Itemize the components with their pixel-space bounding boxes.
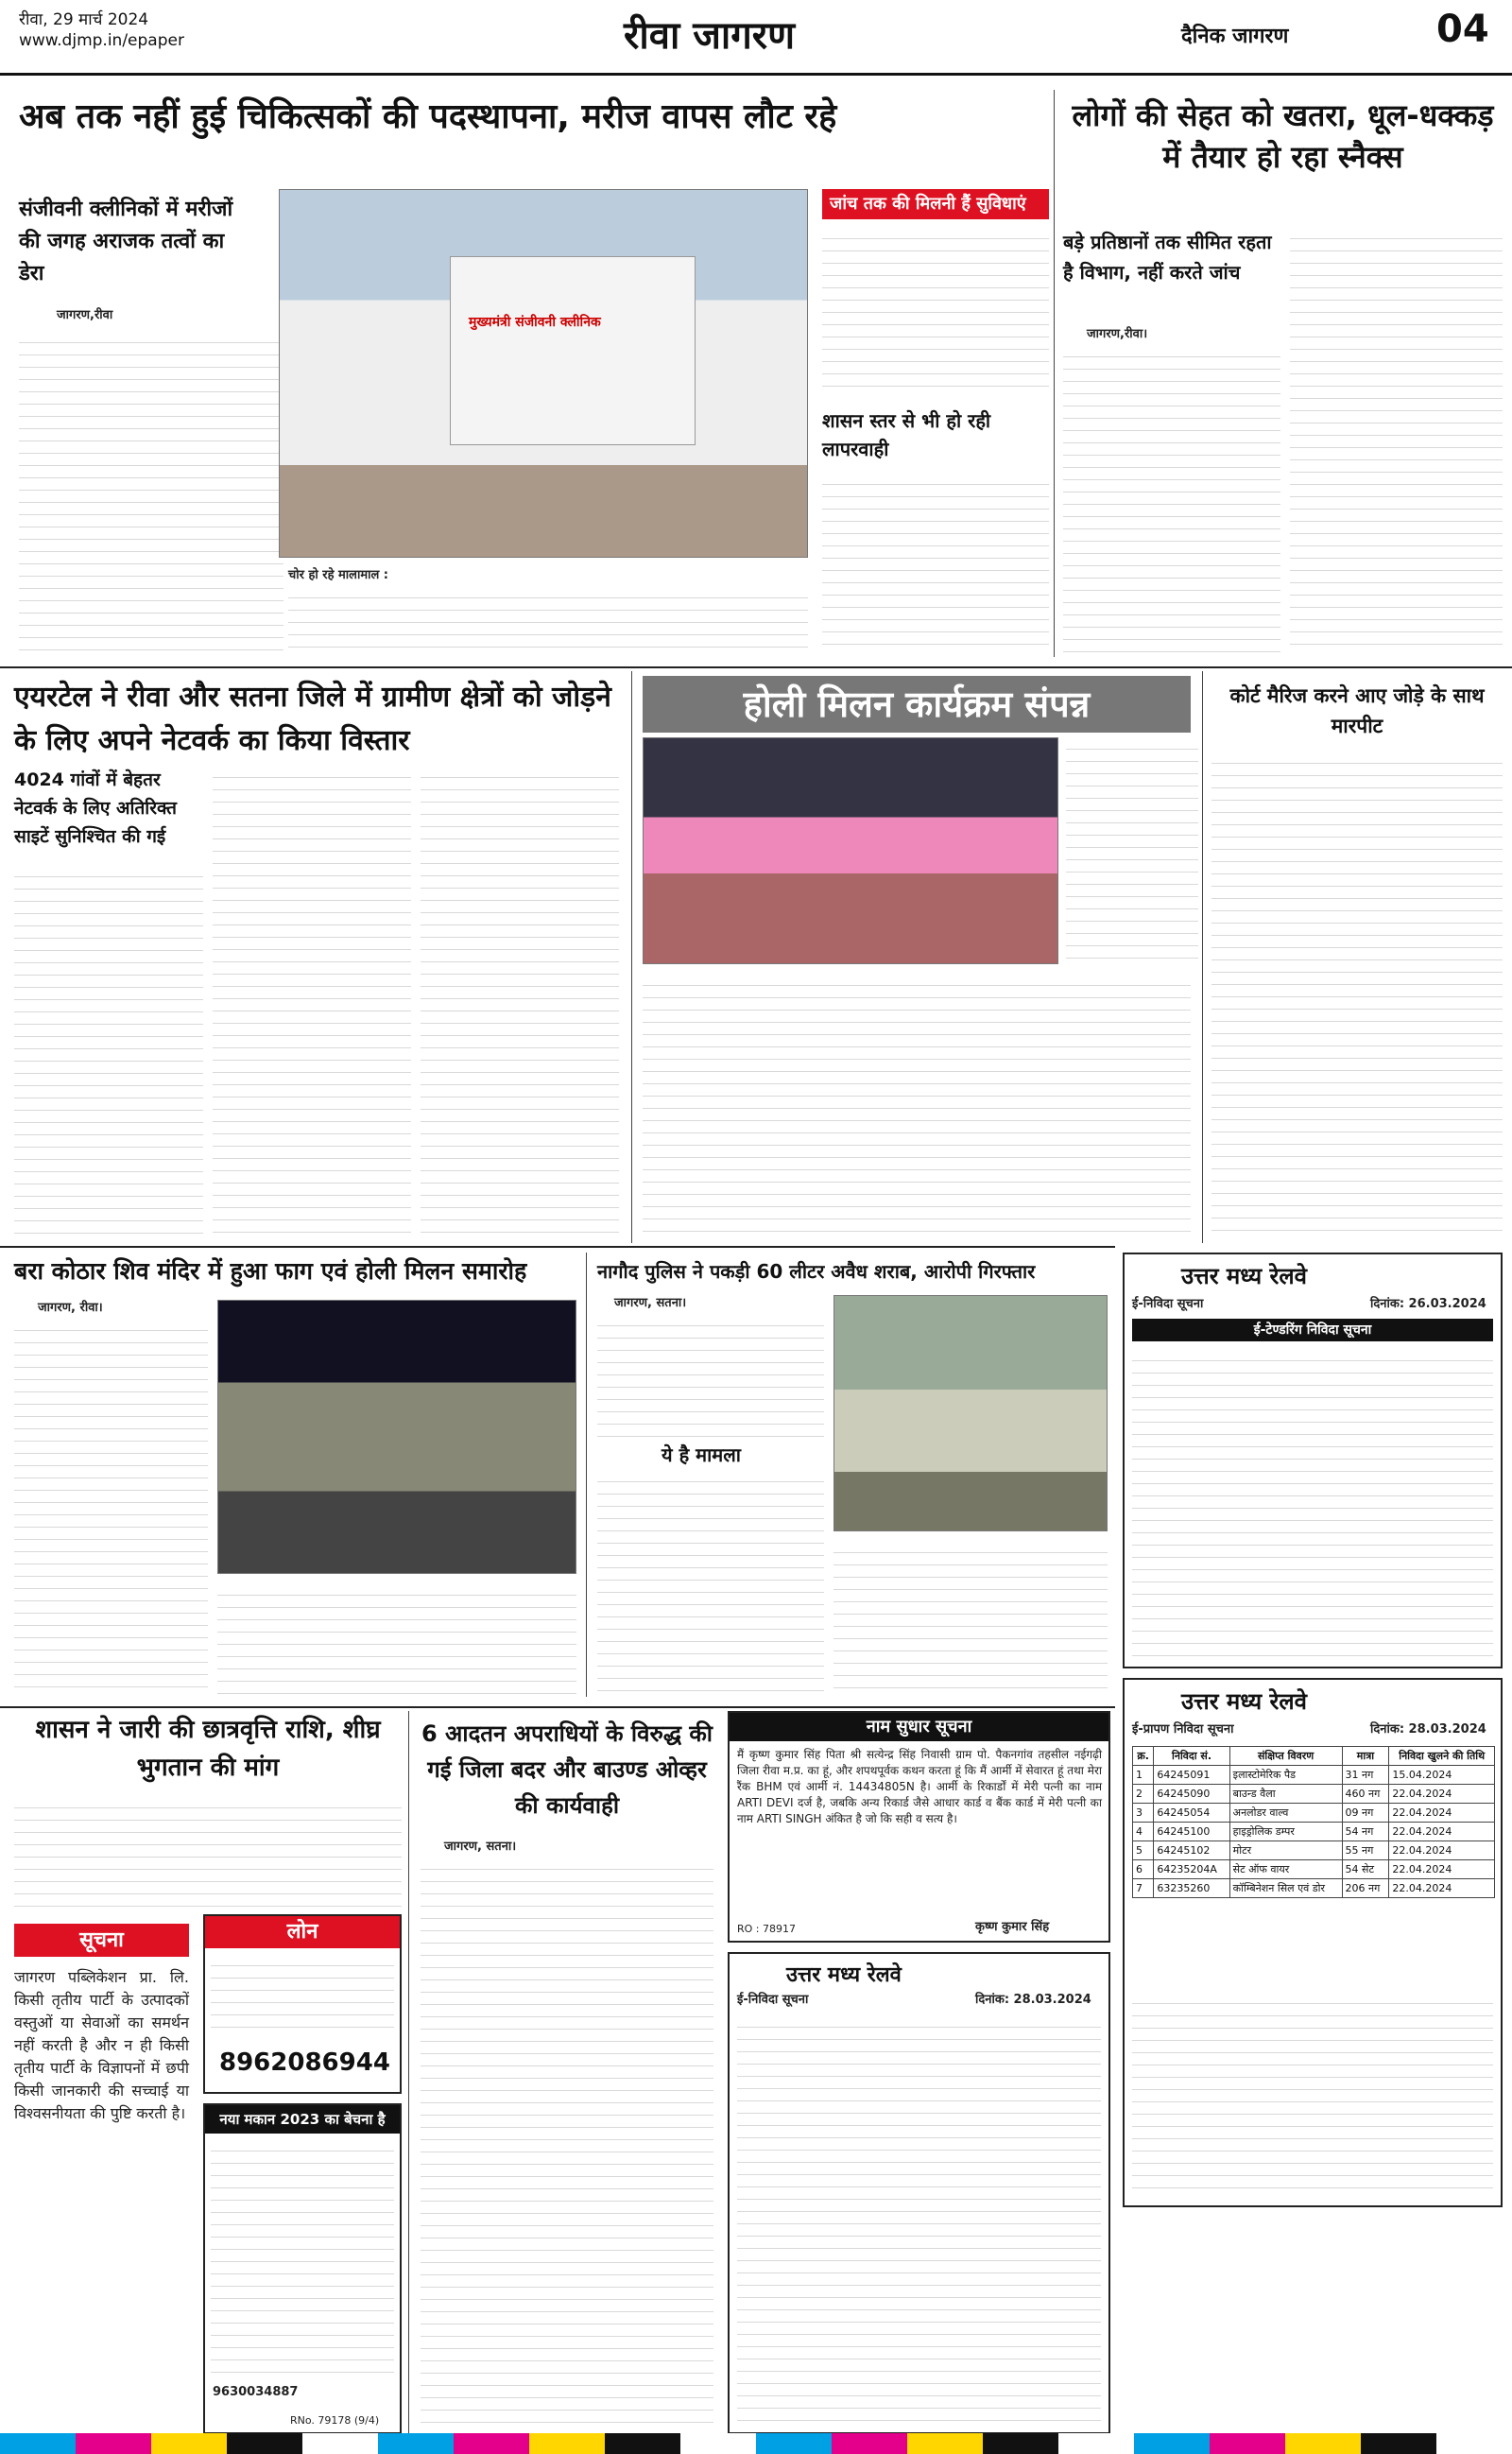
- table-cell: 55 नग: [1342, 1841, 1389, 1860]
- story8-headline: शासन ने जारी की छात्रवृत्ति राशि, शीघ्र भुगतान की मांग: [35, 1716, 381, 1782]
- house-ro: RNo. 79178 (9/4): [290, 2414, 380, 2427]
- table-cell: 206 नग: [1342, 1879, 1389, 1898]
- house-ad: [203, 2103, 402, 2434]
- rail3-body: [737, 2015, 1101, 2427]
- table-cell: 64245054: [1154, 1804, 1229, 1823]
- story2-headline: लोगों की सेहत को खतरा, धूल-धक्कड़ में तैयार हो रहा स्नैक्स: [1072, 97, 1494, 175]
- rail3-tender: [728, 1952, 1110, 2434]
- table-cell: 64245091: [1154, 1766, 1229, 1785]
- story8-body: [14, 1796, 402, 1910]
- story3-headline: एयरटेल ने रीवा और सतना जिले में ग्रामीण क्षेत्रों को जोड़ने के लिए अपने नेटवर्क का किया विस्तार: [14, 681, 611, 757]
- table-cell: 5: [1133, 1841, 1154, 1860]
- table-cell: 15.04.2024: [1389, 1766, 1495, 1785]
- story9-byline: जागरण, सतना।: [444, 1840, 517, 1854]
- rail3-date: दिनांक: 28.03.2024: [975, 1993, 1091, 2007]
- rail2-date: दिनांक: 28.03.2024: [1370, 1722, 1486, 1737]
- story4-body2: [643, 974, 1191, 1238]
- story6-byline: जागरण, रीवा।: [38, 1301, 103, 1315]
- notice-title: नाम सुधार सूचना: [730, 1713, 1108, 1741]
- rail2-table-wrap: [1132, 1746, 1495, 1898]
- rail2-col-3: मात्रा: [1342, 1747, 1389, 1766]
- story1-headline: अब तक नहीं हुई चिकित्सकों की पदस्थापना, मरीज वापस लौट रहे: [19, 97, 837, 136]
- table-cell: मोटर: [1229, 1841, 1342, 1860]
- table-cell: 4: [1133, 1823, 1154, 1841]
- rail3-sub: ई-निविदा सूचना: [737, 1993, 809, 2007]
- story9-body: [421, 1858, 713, 2434]
- story7-byline: जागरण, सतना।: [614, 1296, 687, 1310]
- clinic-sign: मुख्यमंत्री संजीवनी क्लीनिक: [469, 315, 601, 330]
- story1-sidebar-sub: शासन स्तर से भी हो रही लापरवाही: [822, 409, 991, 460]
- story1-sidebar-body2: [822, 473, 1049, 652]
- table-cell: 22.04.2024: [1389, 1841, 1495, 1860]
- story4-headline: होली मिलन कार्यक्रम संपन्न: [643, 676, 1191, 733]
- notice-body: मैं कृष्ण कुमार सिंह पिता श्री सत्येन्द्र सिंह निवासी ग्राम पो. पैकनगांव तहसील नईगढ़ी जिला रीवा म.प्र. का हूं, और शपथपूर्वक कथन करता हूं कि मैं आर्मी में सेवारत हूं तथा मेरा रैंक BHM एवं आर्मी नं. 14434805N है। आर्मी के रिकार्डों में मेरी पत्नी का नाम ARTI DEVI दर्ज है, जबकि अन्य रिकार्ड जैसे आधार कार्ड व बैंक कार्ड में मेरी पत्नी का नाम ARTI SINGH अंकित है जो कि सही व सत्य है।: [737, 1748, 1102, 1825]
- page-number: 04: [1436, 8, 1489, 51]
- rail1-body: [1132, 1349, 1493, 1661]
- loan-phone[interactable]: 8962086944: [219, 2048, 390, 2077]
- story6-body2: [217, 1583, 576, 1697]
- story4-body: [1066, 737, 1198, 964]
- table-cell: 460 नग: [1342, 1785, 1389, 1804]
- story1-body2: [288, 586, 808, 652]
- story1-sidebar-body: [822, 227, 1049, 397]
- rail1-label: ई-टेण्डरिंग निविदा सूचना: [1132, 1319, 1493, 1341]
- masthead-brand: दैनिक जागरण: [1181, 25, 1289, 48]
- house-phone[interactable]: 9630034887: [213, 2385, 299, 2399]
- clinic-photo: [279, 189, 808, 558]
- loan-ad: [203, 1914, 402, 2094]
- table-cell: 31 नग: [1342, 1766, 1389, 1785]
- story5-headline: कोर्ट मैरिज करने आए जोड़े के साथ मारपीट: [1229, 684, 1485, 737]
- rail3-title: उत्तर मध्य रेलवे: [786, 1963, 902, 1987]
- story7-headline: नागौद पुलिस ने पकड़ी 60 लीटर अवैध शराब, आरोपी गिरफ्तार: [597, 1260, 1036, 1283]
- story1-sidebar-head: जांच तक की मिलनी हैं सुविधाएं: [822, 189, 1049, 219]
- story1-body: [19, 331, 284, 652]
- table-row: [1133, 1804, 1495, 1823]
- loan-title: लोन: [205, 1916, 400, 1948]
- rail1-sub: ई-निविदा सूचना: [1132, 1297, 1204, 1311]
- table-cell: 22.04.2024: [1389, 1785, 1495, 1804]
- story6-body: [14, 1319, 208, 1697]
- print-color-bar: [0, 2433, 1512, 2454]
- story5-body: [1211, 752, 1503, 1238]
- table-row: [1133, 1785, 1495, 1804]
- notice-ro: RO : 78917: [737, 1923, 796, 1935]
- table-cell: 2: [1133, 1785, 1154, 1804]
- table-row: [1133, 1879, 1495, 1898]
- story1-caption: चोर हो रहे मालामाल :: [288, 568, 389, 582]
- story7-body2: [597, 1470, 824, 1697]
- story7-subhead: ये है मामला: [662, 1443, 741, 1466]
- masthead-date: रीवा, 29 मार्च 2024 www.djmp.in/epaper: [19, 10, 184, 50]
- notice-sign: कृष्ण कुमार सिंह: [975, 1920, 1050, 1934]
- police-photo: [833, 1295, 1108, 1531]
- table-cell: सेट ऑफ वायर: [1229, 1860, 1342, 1879]
- table-cell: 09 नग: [1342, 1804, 1389, 1823]
- masthead-title: रीवा जागरण: [624, 13, 796, 58]
- table-row: [1133, 1860, 1495, 1879]
- table-cell: 63235260: [1154, 1879, 1229, 1898]
- rail2-col-1: निविदा सं.: [1154, 1747, 1229, 1766]
- story2-byline: जागरण,रीवा।: [1087, 327, 1148, 341]
- table-cell: 1: [1133, 1766, 1154, 1785]
- suchna-title: सूचना: [14, 1924, 189, 1957]
- table-row: [1133, 1766, 1495, 1785]
- story7-body: [597, 1314, 824, 1437]
- story2-subhead: बड़े प्रतिष्ठानों तक सीमित रहता है विभाग, नहीं करते जांच: [1063, 231, 1272, 284]
- story2-body: [1063, 345, 1280, 652]
- temple-photo: [217, 1300, 576, 1574]
- table-cell: 22.04.2024: [1389, 1879, 1495, 1898]
- story6-headline: बरा कोठार शिव मंदिर में हुआ फाग एवं होली मिलन समारोह: [14, 1257, 527, 1285]
- table-cell: 64235204A: [1154, 1860, 1229, 1879]
- table-cell: 64245102: [1154, 1841, 1229, 1860]
- table-row: [1133, 1823, 1495, 1841]
- rail1-date: दिनांक: 26.03.2024: [1370, 1297, 1486, 1311]
- story3-subhead: 4024 गांवों में बेहतर नेटवर्क के लिए अतिरिक्त साइटें सुनिश्चित की गई: [14, 769, 177, 847]
- table-cell: 54 सेट: [1342, 1860, 1389, 1879]
- suchna-body: जागरण पब्लिकेशन प्रा. लि. किसी तृतीय पार्टी के उत्पादकों वस्तुओं या सेवाओं का समर्थन नहीं करती है और न ही किसी तृतीय पार्टी के विज्ञापनों में छपी किसी जानकारी की सच्चाई या विश्वसनीयता की पुष्टि करती है।: [14, 1968, 189, 2122]
- story1-subhead: संजीवनी क्लीनिकों में मरीजों की जगह अराजक तत्वों का डेरा: [19, 198, 233, 285]
- table-cell: 6: [1133, 1860, 1154, 1879]
- rail2-body: [1132, 1992, 1493, 2200]
- story2-body2: [1290, 227, 1503, 652]
- table-cell: 64245100: [1154, 1823, 1229, 1841]
- table-cell: 64245090: [1154, 1785, 1229, 1804]
- story7-body3: [833, 1541, 1108, 1697]
- table-cell: 22.04.2024: [1389, 1860, 1495, 1879]
- table-cell: 3: [1133, 1804, 1154, 1823]
- table-cell: 22.04.2024: [1389, 1823, 1495, 1841]
- rail2-title: उत्तर मध्य रेलवे: [1181, 1688, 1307, 1715]
- table-cell: इलास्टोमेरिक पैड: [1229, 1766, 1342, 1785]
- table-cell: 54 नग: [1342, 1823, 1389, 1841]
- table-cell: 7: [1133, 1879, 1154, 1898]
- story1-byline: जागरण,रीवा: [57, 308, 113, 322]
- table-cell: बाउन्ड वैला: [1229, 1785, 1342, 1804]
- story3-body: [14, 865, 203, 1238]
- rail2-col-2: संक्षिप्त विवरण: [1229, 1747, 1342, 1766]
- masthead-url[interactable]: www.djmp.in/epaper: [19, 31, 184, 50]
- table-cell: 22.04.2024: [1389, 1804, 1495, 1823]
- house-title: नया मकान 2023 का बेचना है: [205, 2105, 400, 2134]
- masthead: [0, 0, 1512, 76]
- rail2-sub: ई-प्रापण निविदा सूचना: [1132, 1722, 1234, 1737]
- rail1-tender: [1123, 1253, 1503, 1668]
- table-row: [1133, 1841, 1495, 1860]
- table-cell: हाइड्रोलिक डम्पर: [1229, 1823, 1342, 1841]
- table-cell: अनलोडर वाल्व: [1229, 1804, 1342, 1823]
- rail2-col-4: निविदा खुलने की तिथि: [1389, 1747, 1495, 1766]
- rail2-col-0: क्र.: [1133, 1747, 1154, 1766]
- rail2-tender: [1123, 1678, 1503, 2207]
- story3-body3: [421, 766, 619, 1238]
- name-correction-notice: [728, 1711, 1110, 1943]
- holi-photo: [643, 737, 1058, 964]
- story3-body2: [213, 766, 411, 1238]
- rail1-title: उत्तर मध्य रेलवे: [1181, 1263, 1307, 1289]
- rail2-table: [1132, 1746, 1495, 1898]
- story9-headline: 6 आदतन अपराधियों के विरुद्ध की गई जिला बदर और बाउण्ड ओव्हर की कार्यवाही: [421, 1720, 713, 1819]
- table-cell: कॉम्बिनेशन सिल एवं डोर: [1229, 1879, 1342, 1898]
